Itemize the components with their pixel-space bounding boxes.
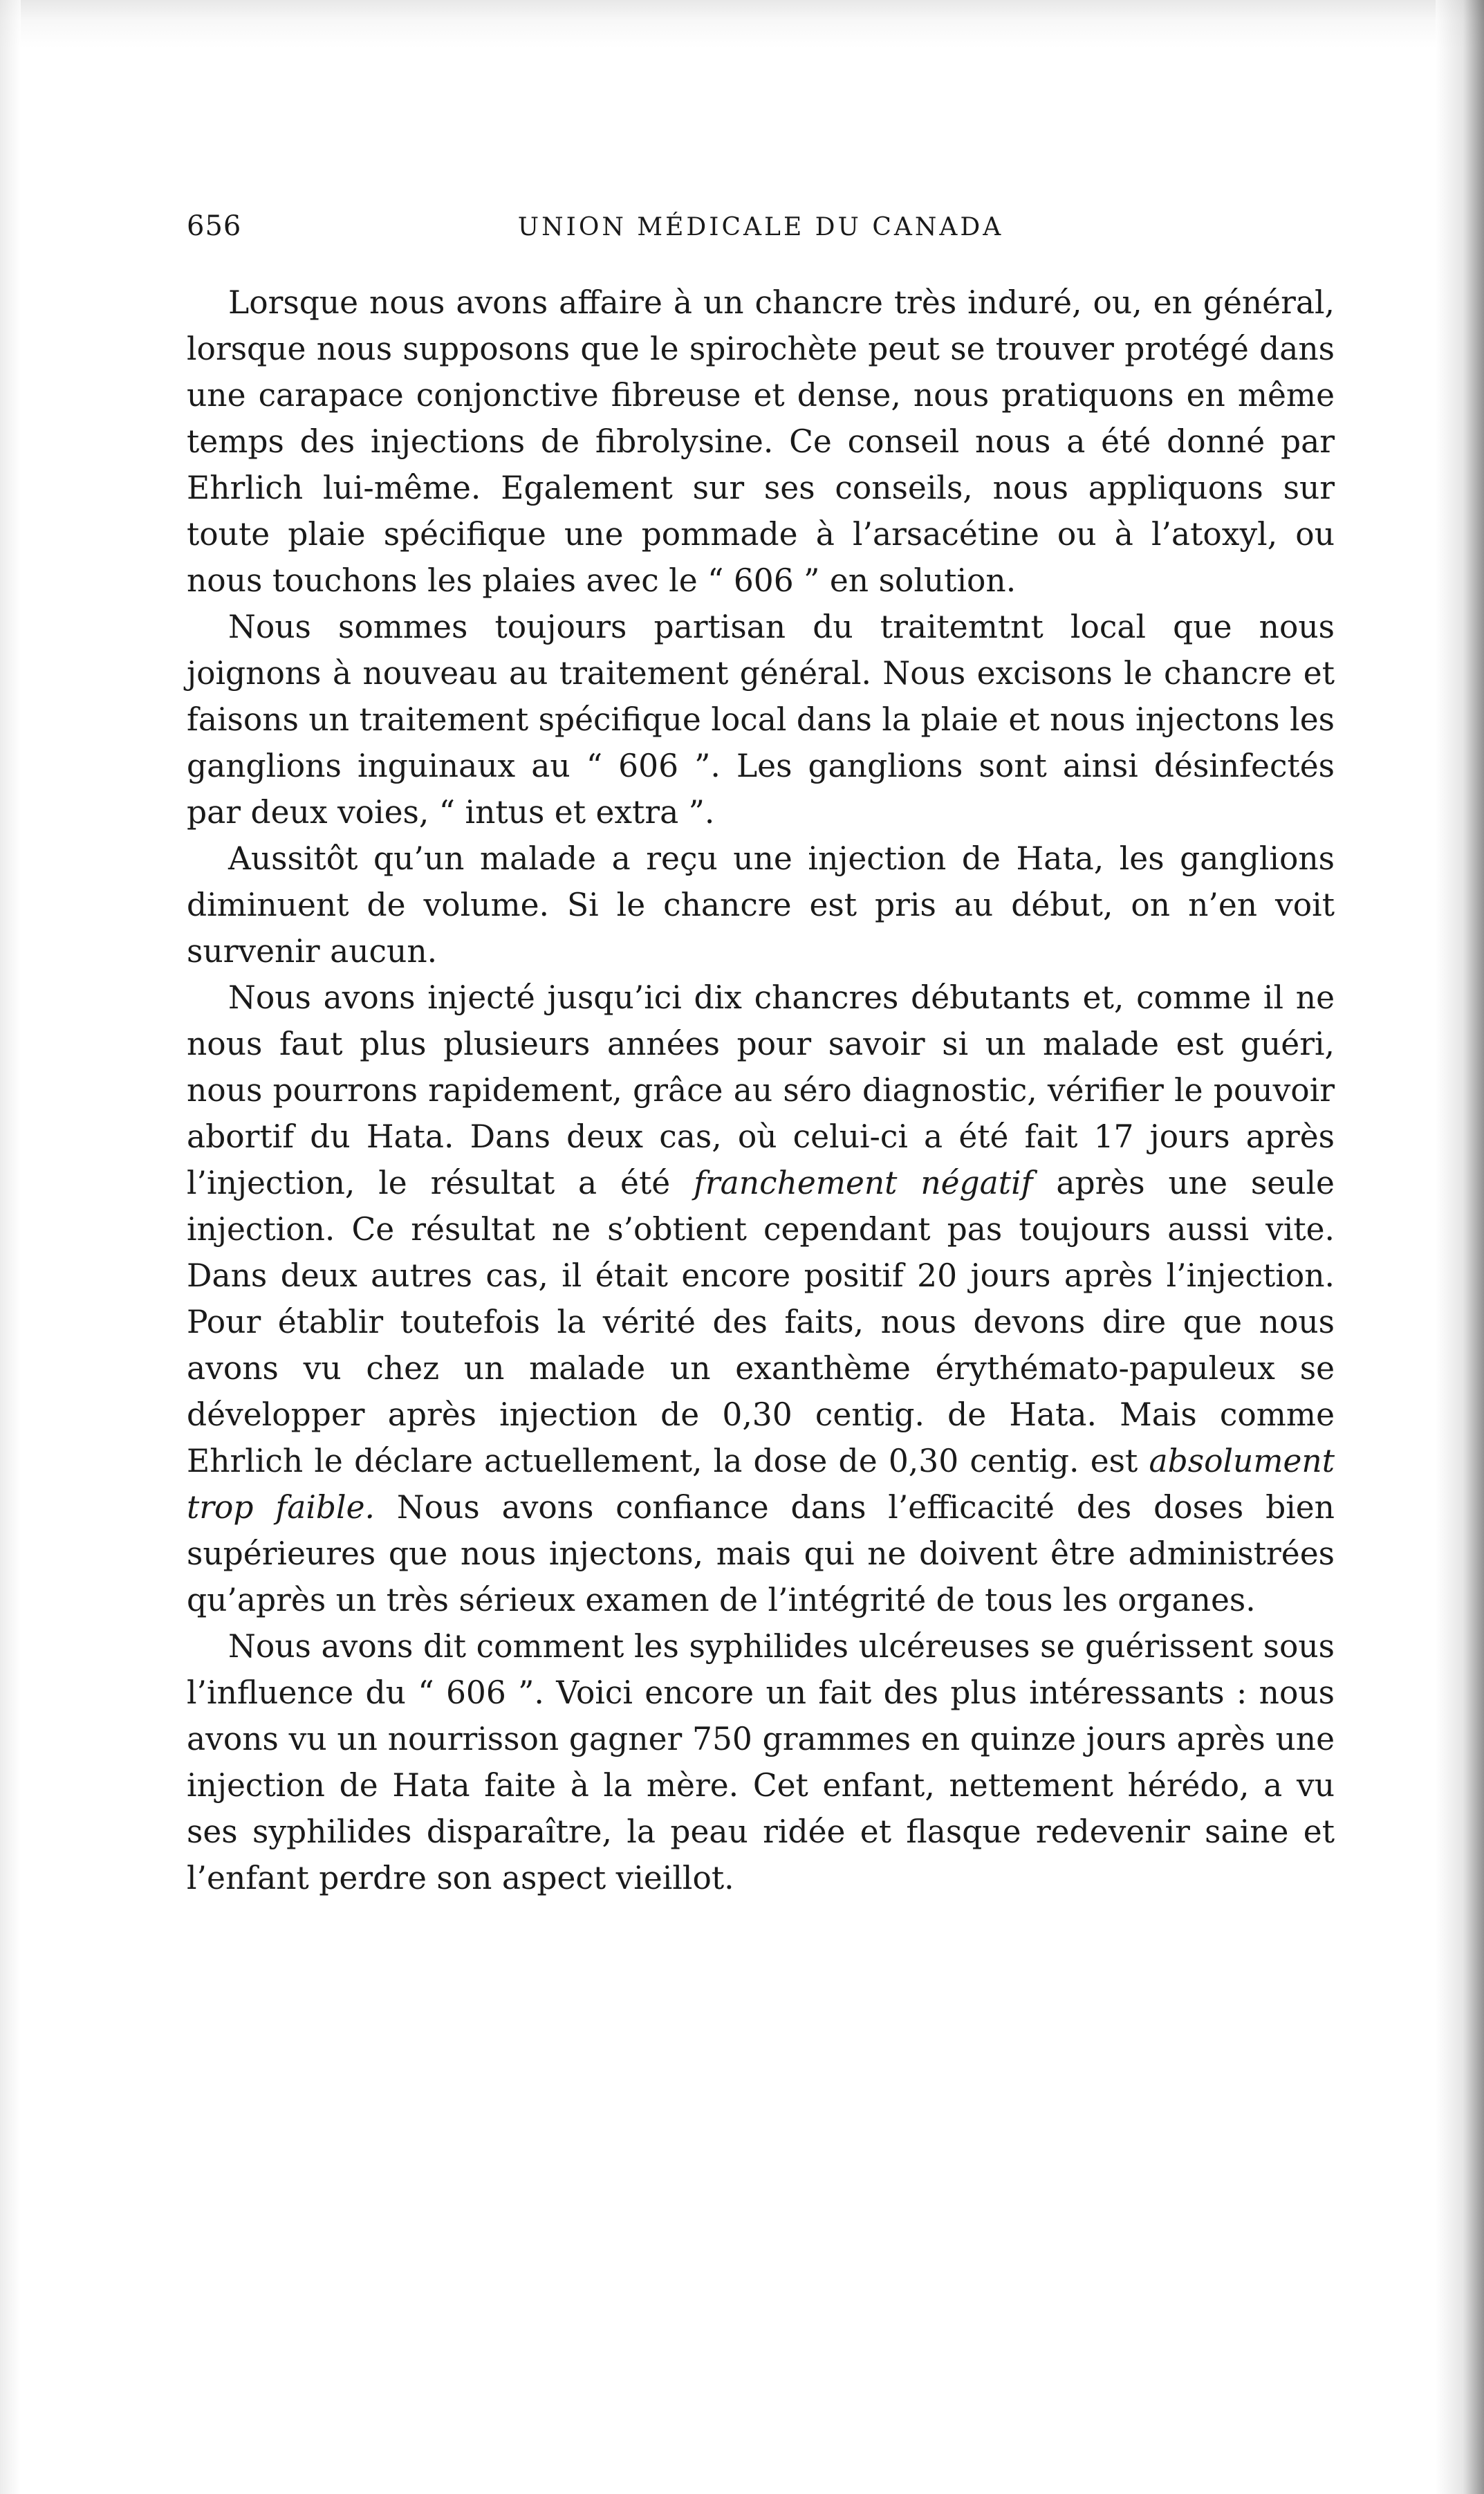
page-number: 656 (187, 210, 242, 242)
text-run: Nous avons injecté jusqu’ici dix chancres débutants et, comme il ne nous faut plus plusieurs années pour savoir si un malade est guéri, nous pourrons rapidement, grâce au séro diagnostic, vérifier le pouvoir abortif du Hata. Dans deux cas, où celui-ci a été fait 17 jours après l’injection, le résultat a été (187, 979, 1335, 1201)
scan-border-left (0, 0, 21, 2494)
paragraph (187, 835, 1335, 974)
italic-text-run: franchement négatif (694, 1165, 1033, 1201)
running-title: UNION MÉDICALE DU CANADA (517, 213, 1004, 241)
text-run: Nous avons confiance dans l’efficacité des doses bien supérieures que nous injectons, mais qui ne doivent être administrées qu’après un très sérieux examen de l’intégrité de tous les organes. (187, 1489, 1335, 1618)
scan-border-top (0, 0, 1484, 48)
italic-text-run: absolument trop faible. (187, 1443, 1335, 1526)
text-run: Nous avons dit comment les syphilides ulcéreuses se guérissent sous l’influence du “ 606 ”. Voici encore un fait des plus intéressants : nous avons vu un nourrisson gagner 750 grammes en quinze jours après une injection de Hata faite à la mère. Cet enfant, nettement hérédo, a vu ses syphilides disparaître, la peau ridée et flasque redevenir saine et l’enfant perdre son aspect vieillot. (187, 1628, 1335, 1896)
paragraph (187, 974, 1335, 1623)
text-run: Aussitôt qu’un malade a reçu une injection de Hata, les ganglions diminuent de volume. Si le chancre est pris au début, on n’en voit survenir aucun. (187, 840, 1335, 970)
paragraph (187, 279, 1335, 604)
text-run: Nous sommes toujours partisan du traitemtnt local que nous joignons à nouveau au traitement général. Nous excisons le chancre et faisons un traitement spécifique local dans la plaie et nous injectons les ganglions inguinaux au “ 606 ”. Les ganglions sont ainsi désinfectés par deux voies, “ intus et extra ”. (187, 609, 1335, 831)
text-run: Lorsque nous avons affaire à un chancre très induré, ou, en général, lorsque nous supposons que le spirochète peut se trouver protégé dans une carapace conjonctive fibreuse et dense, nous pratiquons en même temps des injections de fibrolysine. Ce conseil nous a été donné par Ehrlich lui-même. Egalement sur ses conseils, nous appliquons sur toute plaie spécifique une pommade à l’arsacétine ou à l’atoxyl, ou nous touchons les plaies avec le “ 606 ” en solution. (187, 284, 1335, 599)
page-header (187, 201, 1335, 256)
body-text (187, 279, 1335, 1901)
book-page (187, 201, 1335, 1901)
paragraph (187, 604, 1335, 835)
scan-border-right (1436, 0, 1484, 2494)
text-run: après une seule injection. Ce résultat ne s’obtient cependant pas toujours aussi vite. Dans deux autres cas, il était encore positif 20 jours après l’injection. Pour établir toutefois la vérité des faits, nous devons dire que nous avons vu chez un malade un exanthème érythémato-papuleux se développer après injection de 0,30 centig. de Hata. Mais comme Ehrlich le déclare actuellement, la dose de 0,30 centig. est (187, 1165, 1335, 1479)
paragraph (187, 1623, 1335, 1901)
